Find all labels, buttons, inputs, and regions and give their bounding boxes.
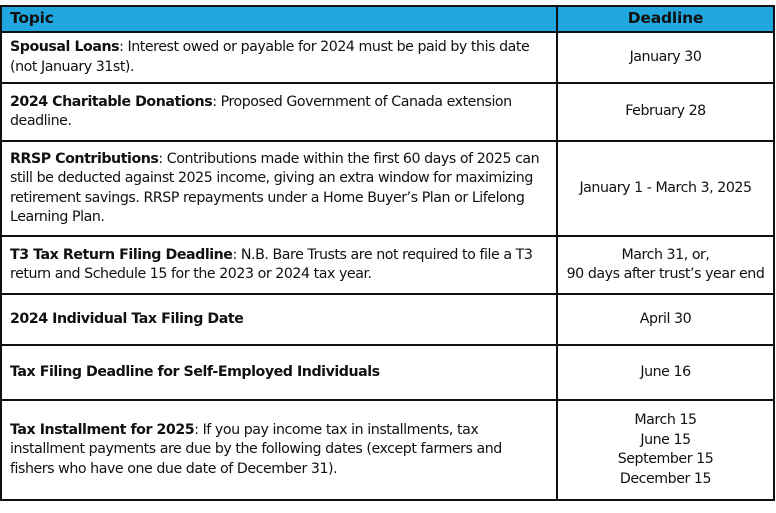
topic-separator: : <box>212 93 221 110</box>
topic-cell <box>1 345 557 400</box>
deadline-cell <box>557 400 774 500</box>
topic-text: Contributions made within the first 60 days of 2025 can still be deducted against 2025 income, giving an extra window for maximizing retirement savings. RRSP repayments under a Home Buyer’s Plan or Lifelong Learning Plan. <box>10 150 540 225</box>
tax-deadlines-table <box>0 5 775 501</box>
topic-separator: : <box>232 246 241 263</box>
deadline-date: March 15 <box>634 412 697 428</box>
column-header-topic: Topic <box>1 6 557 32</box>
topic-title: RRSP Contributions <box>10 150 159 167</box>
topic-text: Interest owed or payable for 2024 must be paid by this date (not January 31st). <box>10 39 530 75</box>
table-row <box>1 400 774 500</box>
table-row <box>1 236 774 294</box>
deadline-date: December 15 <box>619 470 712 487</box>
table-row <box>1 83 774 141</box>
topic-text: N.B. Bare Trusts are not required to file a T3 return and Schedule 15 for the 2023 or 2024 tax year. <box>10 246 533 282</box>
deadline-cell <box>557 236 774 294</box>
deadline-date: September 15 <box>617 451 714 467</box>
column-header-deadline: Deadline <box>557 6 774 32</box>
table-row <box>1 32 774 83</box>
deadline-date: February 28 <box>625 103 706 120</box>
deadline-date: January 1 - March 3, 2025 <box>579 179 752 196</box>
topic-separator: : <box>158 150 167 167</box>
topic-cell <box>1 141 557 236</box>
deadline-cell <box>557 345 774 400</box>
topic-cell <box>1 400 557 500</box>
table-row <box>1 294 774 345</box>
topic-title: 2024 Charitable Donations <box>10 93 213 110</box>
topic-title: Spousal Loans <box>10 39 120 55</box>
deadline-cell <box>557 32 774 83</box>
topic-title: Tax Filing Deadline for Self-Employed Individuals <box>10 363 380 380</box>
deadline-cell <box>557 294 774 345</box>
deadline-date: January 30 <box>629 48 702 65</box>
deadline-cell <box>557 141 774 236</box>
topic-separator: : <box>119 39 128 55</box>
table-header-row <box>1 6 774 32</box>
topic-title: Tax Installment for 2025 <box>10 421 195 438</box>
topic-separator: : <box>194 421 203 438</box>
topic-cell <box>1 83 557 141</box>
table-row <box>1 141 774 236</box>
topic-cell <box>1 32 557 83</box>
topic-text: Proposed Government of Canada extension deadline. <box>10 93 512 129</box>
deadline-date: April 30 <box>639 310 692 327</box>
deadline-date: June 16 <box>640 363 691 380</box>
topic-cell <box>1 294 557 345</box>
table-row <box>1 345 774 400</box>
topic-text: If you pay income tax in installments, tax installment payments are due by the following dates (except farmers and fishers who have one due date of December 31). <box>10 421 502 477</box>
topic-title: T3 Tax Return Filing Deadline <box>10 246 233 263</box>
topic-title: 2024 Individual Tax Filing Date <box>10 310 244 327</box>
deadline-cell <box>557 83 774 141</box>
deadline-date: March 31, or, <box>621 246 710 263</box>
topic-cell <box>1 236 557 294</box>
deadline-date: 90 days after trust’s year end <box>566 266 765 282</box>
deadline-date: June 15 <box>640 431 691 448</box>
